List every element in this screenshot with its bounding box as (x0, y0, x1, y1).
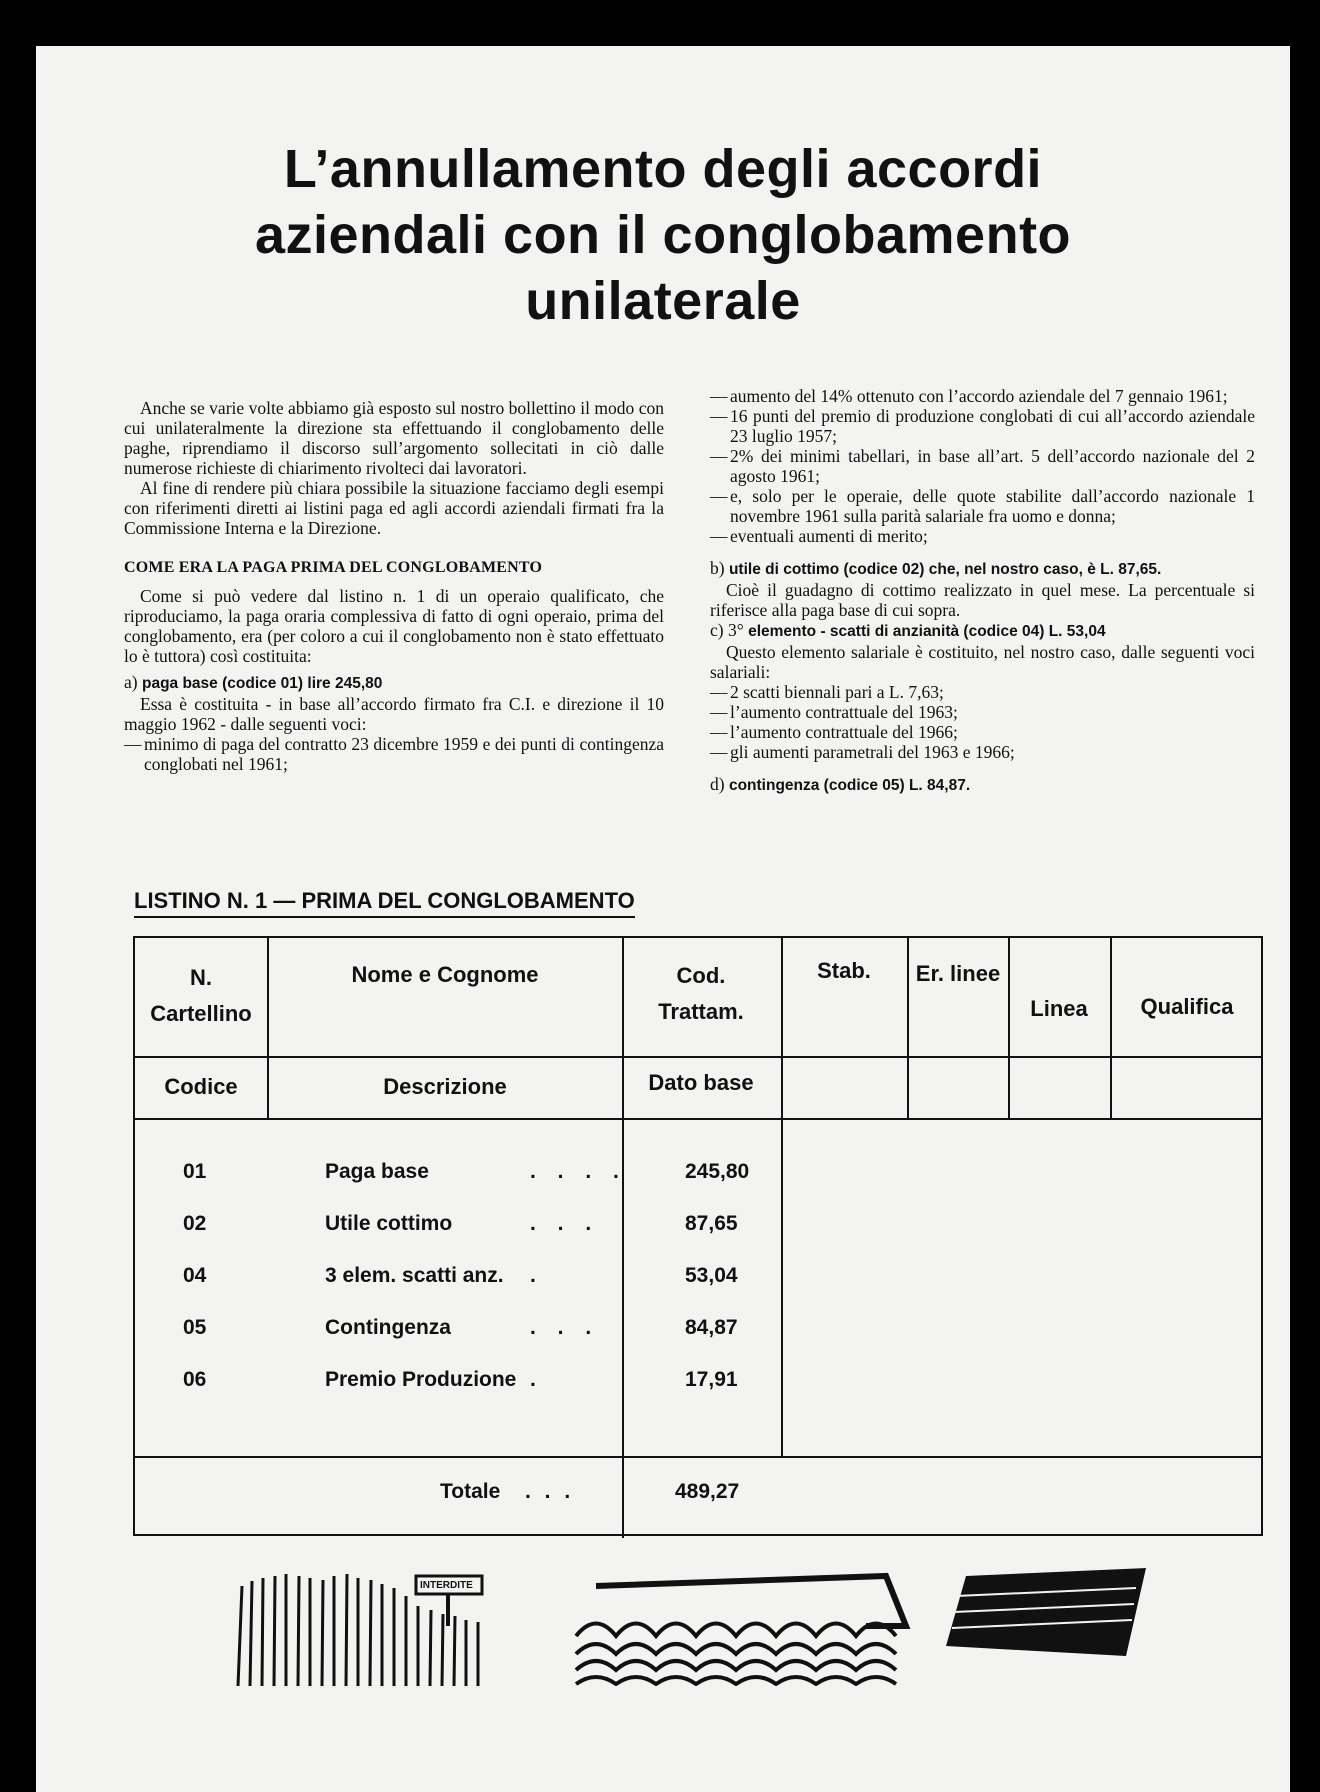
total-row (135, 1466, 1261, 1518)
row-dots: . (530, 1264, 544, 1287)
woodcut-block-icon (936, 1566, 1156, 1686)
left-paragraph-2: Al fine di rendere più chiara possibile la situazione facciamo degli esempi con riferimenti diretti ai listini paga ed agli accordi aziendali firmati fra la Commissione Interna e la Direzione. (124, 478, 664, 538)
left-column (124, 398, 664, 774)
right-sub-2: — l’aumento contrattuale del 1963; (710, 702, 1255, 722)
header-er: Er. linee (915, 961, 1001, 986)
right-dash-5: — eventuali aumenti di merito; (710, 526, 1255, 546)
item-c-bold: elemento - scatti di anzianità (codice 04) L. 53,04 (748, 623, 1106, 640)
item-d-prefix: d) (710, 774, 725, 794)
header-cod: Cod. Trattam. (658, 963, 744, 1024)
row-dots: . . . . (530, 1160, 627, 1183)
headline-line-1: L’annullamento degli accordi (283, 139, 1043, 199)
left-paragraph-1: Anche se varie volte abbiamo già esposto sul nostro bollettino il modo con cui unilateralmente la direzione sta effettuando il conglobamento delle paghe, riprendiamo il discorso sull’argomento sollecitati in ciò dalle numerose richieste di chiarimento rivolteci dai lavoratori. (124, 398, 664, 478)
row-value: 87,65 (685, 1212, 738, 1235)
item-a-bold: paga base (codice 01) lire 245,80 (141, 675, 383, 692)
row-description: Paga base (325, 1160, 429, 1183)
item-a-prefix: a) (124, 672, 138, 692)
item-b (710, 558, 1255, 580)
header-stab: Stab. (817, 958, 871, 983)
row-value: 84,87 (685, 1316, 738, 1339)
right-column (710, 386, 1255, 796)
item-b-prefix: b) (710, 558, 725, 578)
left-dash-1: — minimo di paga del contratto 23 dicembre 1959 e dei punti di contingenza conglobati nel 1961; (124, 734, 664, 774)
table-row (135, 1302, 1261, 1354)
right-dash-1: — aumento del 14% ottenuto con l’accordo aziendale del 7 gennaio 1961; (710, 386, 1255, 406)
right-dash-2: — 16 punti del premio di produzione conglobati di cui all’accordo aziendale 23 luglio 1957; (710, 406, 1255, 446)
header-nome: Nome e Cognome (351, 962, 539, 987)
right-paragraph-2: Questo elemento salariale è costituito, nel nostro caso, dalle seguenti voci salariali: (710, 642, 1255, 682)
item-d-bold: contingenza (codice 05) L. 84,87. (728, 777, 971, 794)
right-sub-4: — gli aumenti parametrali del 1963 e 1966; (710, 742, 1255, 762)
header-dato-base: Dato base (648, 1070, 754, 1095)
row-code: 05 (183, 1316, 207, 1339)
header-linea: Linea (1030, 996, 1088, 1021)
headline (36, 136, 1290, 334)
right-dash-3: — 2% dei minimi tabellari, in base all’art. 5 dell’accordo nazionale del 2 agosto 1961; (710, 446, 1255, 486)
total-dots: . . . (525, 1480, 575, 1503)
header-codice: Codice (164, 1074, 238, 1099)
art-sign-text: INTERDITE (420, 1580, 473, 1591)
header-qualifica: Qualifica (1140, 994, 1234, 1019)
item-b-bold: utile di cottimo (codice 02) che, nel nostro caso, è L. 87,65. (728, 561, 1162, 578)
row-description: 3 elem. scatti anz. (325, 1264, 504, 1287)
table-row (135, 1250, 1261, 1302)
row-code: 01 (183, 1160, 207, 1183)
pay-table (133, 936, 1263, 1536)
row-code: 02 (183, 1212, 207, 1235)
headline-line-2: aziendali con il conglobamento (254, 205, 1072, 265)
listino-title: LISTINO N. 1 — PRIMA DEL CONGLOBAMENTO (134, 888, 635, 918)
row-dots: . (530, 1368, 544, 1391)
page (36, 46, 1290, 1792)
row-dots: . . . (530, 1316, 600, 1339)
total-value: 489,27 (675, 1480, 740, 1503)
item-c-prefix: c) 3° (710, 620, 744, 640)
total-label: Totale (440, 1480, 501, 1503)
item-c (710, 620, 1255, 642)
right-dash-4: — e, solo per le operaie, delle quote stabilite dall’accordo nazionale 1 novembre 1961 sulla parità salariale fra uomo e donna; (710, 486, 1255, 526)
headline-line-3: unilaterale (525, 271, 801, 331)
right-paragraph-1: Cioè il guadagno di cottimo realizzato in quel mese. La percentuale si riferisce alla paga base di cui sopra. (710, 580, 1255, 620)
table-row (135, 1146, 1261, 1198)
woodcut-waves-icon (566, 1566, 946, 1686)
item-d (710, 774, 1255, 796)
table-row (135, 1198, 1261, 1250)
row-description: Utile cottimo (325, 1212, 453, 1235)
left-paragraph-4: Essa è costituita - in base all’accordo firmato fra C.I. e direzione il 10 maggio 1962 - dalle seguenti voci: (124, 694, 664, 734)
row-description: Premio Produzione (325, 1368, 517, 1391)
row-dots: . . . (530, 1212, 600, 1235)
header-descrizione: Descrizione (383, 1074, 507, 1099)
row-code: 04 (183, 1264, 207, 1287)
table-row (135, 1354, 1261, 1406)
row-value: 53,04 (685, 1264, 738, 1287)
row-code: 06 (183, 1368, 207, 1391)
right-sub-3: — l’aumento contrattuale del 1966; (710, 722, 1255, 742)
header-cartellino: N. Cartellino (150, 965, 252, 1026)
row-description: Contingenza (325, 1316, 451, 1339)
row-value: 245,80 (685, 1160, 750, 1183)
item-a (124, 672, 664, 694)
right-sub-1: — 2 scatti biennali pari a L. 7,63; (710, 682, 1255, 702)
row-value: 17,91 (685, 1368, 738, 1391)
left-paragraph-3: Come si può vedere dal listino n. 1 di un operaio qualificato, che riproduciamo, la paga oraria complessiva di fatto di ogni operaio, prima del conglobamento, era (per coloro a cui il conglobamento non è stato effettuato lo è tuttora) così costituita: (124, 586, 664, 666)
section-heading: COME ERA LA PAGA PRIMA DEL CONGLOBAMENTO (124, 559, 543, 576)
woodcut-fence-icon (228, 1566, 528, 1686)
